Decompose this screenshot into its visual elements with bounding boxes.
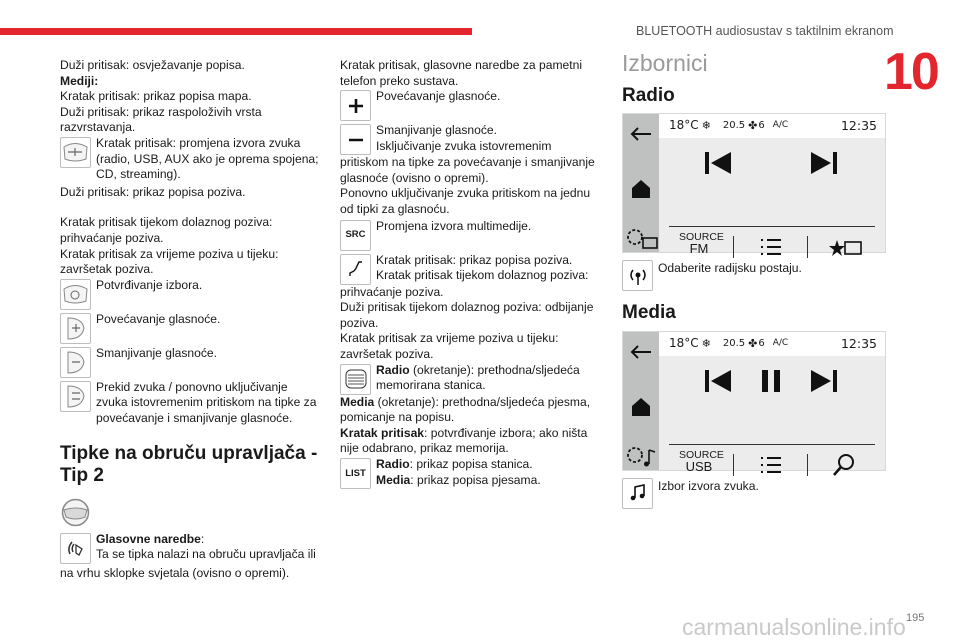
radio-heading: Radio [622, 84, 675, 106]
settings-radio-icon [625, 226, 659, 252]
row-phone [340, 253, 602, 285]
source-label: SOURCE [679, 231, 724, 244]
list-icon[interactable] [759, 238, 783, 256]
row-vol-up [60, 312, 322, 344]
screen-divider [669, 226, 875, 227]
favorite-radio-icon[interactable] [829, 232, 863, 260]
column-1 [60, 58, 322, 581]
home-icon [630, 396, 652, 418]
music-note-icon [622, 478, 653, 509]
text-refresh: Duži pritisak: osvježavanje popisa. [60, 58, 245, 72]
ac-readout-media: A/C [772, 337, 789, 348]
list-icon[interactable] [759, 456, 783, 474]
column-2 [340, 58, 602, 489]
source-label-media: SOURCE [679, 448, 724, 461]
previous-icon[interactable] [703, 368, 733, 394]
text-mute-start: Prekid zvuka / ponovno uključivanje [96, 379, 288, 394]
clock-readout-media: 12:35 [840, 335, 877, 351]
fan-level-readout-media: 20.5 [722, 337, 746, 349]
temp-readout: 18°C [669, 118, 699, 133]
text-call-list: Duži pritisak: prikaz popisa poziva. [60, 184, 246, 199]
fan-speed-readout-media: 6 [758, 337, 765, 349]
text-list-media-label: Media [376, 472, 411, 487]
text-vol-up: Povećavanje glasnoće. [96, 311, 221, 326]
media-caption-row [622, 477, 892, 509]
search-icon[interactable] [831, 452, 857, 478]
row-c2-vol-up [340, 89, 602, 121]
source-button-media[interactable] [679, 448, 724, 474]
text-mediji-label: Mediji: [60, 73, 99, 88]
text-phone-3: prihvaćanje poziva. [340, 284, 444, 299]
src-button-icon [340, 220, 371, 251]
radio-caption-row [622, 259, 892, 291]
home-icon [630, 178, 652, 200]
text-source-change-end: (radio, USB, AUX ako je oprema spojena; CD, streaming). [96, 151, 319, 182]
text-phone-5: Kratak pritisak za vrijeme poziva u tijeku: završetak poziva. [340, 331, 559, 361]
screen-divider-media [669, 444, 875, 445]
row-c2-vol-down [340, 123, 602, 155]
steering-wheel-icon [60, 497, 91, 528]
text-list-media: : prikaz popisa pjesama. [410, 472, 541, 487]
source-button[interactable] [679, 231, 724, 257]
list-button-icon [340, 458, 371, 489]
text-c2-vol-down-2: Isključivanje zvuka istovremenim [376, 138, 552, 153]
text-voice-1: Ta se tipka nalazi na obruču upravljača ili [96, 547, 316, 562]
media-screen [622, 331, 886, 474]
text-mute-end-1: zvuka istovremenim pritiskom na tipke za povećavanje i smanjivanje glasnoće. [96, 395, 317, 425]
steering-button-icon [60, 137, 91, 168]
chapter-number: 10 [884, 43, 938, 101]
radio-source-value: FM [689, 241, 709, 257]
radio-screen [622, 113, 886, 257]
back-arrow-icon [629, 124, 653, 144]
screen-sidebar [623, 114, 659, 252]
screen-sidebar-media [623, 332, 659, 470]
steering-mute-icon [60, 381, 91, 412]
header-accent-bar [0, 28, 472, 35]
clock-readout: 12:35 [840, 118, 877, 134]
text-accept-call: Kratak pritisak tijekom dolaznog poziva: prihvaćanje poziva. [60, 215, 273, 245]
row-confirm [60, 278, 322, 310]
next-icon[interactable] [809, 150, 839, 176]
text-radio-2: memorirana stanica. [376, 378, 486, 393]
next-icon[interactable] [809, 368, 839, 394]
text-media: (okretanje): prethodna/sljedeća pjesma, pomicanje na popisu. [340, 394, 591, 425]
fan-level-readout: 20.5 [722, 120, 746, 132]
fan-speed-readout: 6 [758, 120, 765, 132]
text-c2-vol-down-3: pritiskom na tipke za povećavanje i smanjivanje glasnoće (ovisno o opremi). [340, 155, 595, 185]
text-radio-label: Radio [376, 362, 410, 377]
steering-vol-down-icon [60, 347, 91, 378]
text-media-label: Media [340, 394, 375, 409]
voice-command-icon [60, 533, 91, 564]
row-list [340, 457, 602, 489]
menus-title: Izbornici [622, 50, 708, 76]
text-radio-1: (okretanje): prethodna/sljedeća [409, 362, 580, 377]
plus-icon [340, 90, 371, 121]
text-sort: Duži pritisak: prikaz raspoloživih vrsta razvrstavanja. [60, 104, 262, 135]
thumbwheel-icon [340, 364, 371, 395]
section-title-tip2: Tipke na obruču upravljača - Tip 2 [60, 442, 318, 486]
previous-icon[interactable] [703, 150, 733, 176]
temp-readout-media: 18°C [669, 335, 699, 350]
steering-confirm-icon [60, 279, 91, 310]
page-number: 195 [906, 612, 925, 624]
ac-readout: A/C [772, 120, 789, 131]
media-heading: Media [622, 302, 676, 324]
row-vol-down [60, 346, 322, 378]
text-short-label: Kratak pritisak [340, 425, 425, 440]
text-c2-vol-down-4: Ponovno uključivanje zvuka pritiskom na jednu od tipki za glasnoću. [340, 186, 591, 216]
text-folders: Kratak pritisak: prikaz popisa mapa. [60, 89, 252, 104]
radio-caption: Odaberite radijsku postaju. [658, 261, 802, 276]
text-c2-vol-up: Povećavanje glasnoće. [376, 89, 501, 104]
row-source-change [60, 136, 322, 183]
page-header-title: BLUETOOTH audiosustav s taktilnim ekranom [636, 24, 894, 38]
text-list-radio: : prikaz popisa stanica. [409, 456, 533, 471]
text-short: : potvrđivanje izbora; ako ništa nije odabrano, prikaz memorija. [340, 425, 588, 456]
text-voice-label: Glasovne naredbe [96, 531, 201, 546]
text-vol-down: Smanjivanje glasnoće. [96, 345, 218, 360]
text-list-radio-label: Radio [376, 456, 410, 471]
media-caption: Izbor izvora zvuka. [658, 478, 759, 493]
minus-icon [340, 124, 371, 155]
text-source-change-start: Kratak pritisak: promjena izvora zvuka [96, 135, 301, 150]
row-voice-commands [60, 532, 322, 564]
steering-vol-up-icon [60, 313, 91, 344]
text-confirm: Potvrđivanje izbora. [96, 277, 203, 292]
watermark: carmanualsonline.info [682, 614, 906, 640]
phone-icon [340, 254, 371, 285]
column-3 [622, 50, 892, 509]
screen-status-bar: 18°C ❄ 20.5 ✤ 6 A/C 12:35 [659, 114, 885, 138]
row-src [340, 219, 602, 251]
text-voice-2: na vrhu sklopke svjetala (ovisno o opremi). [60, 565, 290, 580]
text-phone-2: Kratak pritisak tijekom dolaznog poziva: [376, 268, 589, 283]
row-thumbwheel [340, 363, 602, 395]
text-src: Promjena izvora multimedije. [376, 218, 532, 233]
text-voice-colon: : [200, 531, 205, 546]
text-phone-1: Kratak pritisak: prikaz popisa poziva. [376, 252, 573, 267]
text-c2-vol-down-1: Smanjivanje glasnoće. [376, 123, 498, 138]
radio-waves-icon [622, 260, 653, 291]
text-phone-4: Duži pritisak tijekom dolaznog poziva: odbijanje poziva. [340, 300, 594, 330]
back-arrow-icon [629, 342, 653, 362]
src-icon-label: SRC [345, 229, 366, 241]
text-end-call: Kratak pritisak za vrijeme poziva u tijeku: završetak poziva. [60, 246, 279, 277]
pause-icon[interactable] [759, 368, 783, 394]
settings-music-icon [625, 444, 659, 470]
row-mute [60, 380, 322, 427]
screen-status-bar-media: 18°C ❄ 20.5 ✤ 6 A/C 12:35 [659, 332, 885, 356]
list-icon-label: LIST [345, 467, 366, 479]
media-source-value: USB [685, 458, 713, 474]
text-smartphone-voice: Kratak pritisak, glasovne naredbe za pametni telefon preko sustava. [340, 58, 583, 88]
